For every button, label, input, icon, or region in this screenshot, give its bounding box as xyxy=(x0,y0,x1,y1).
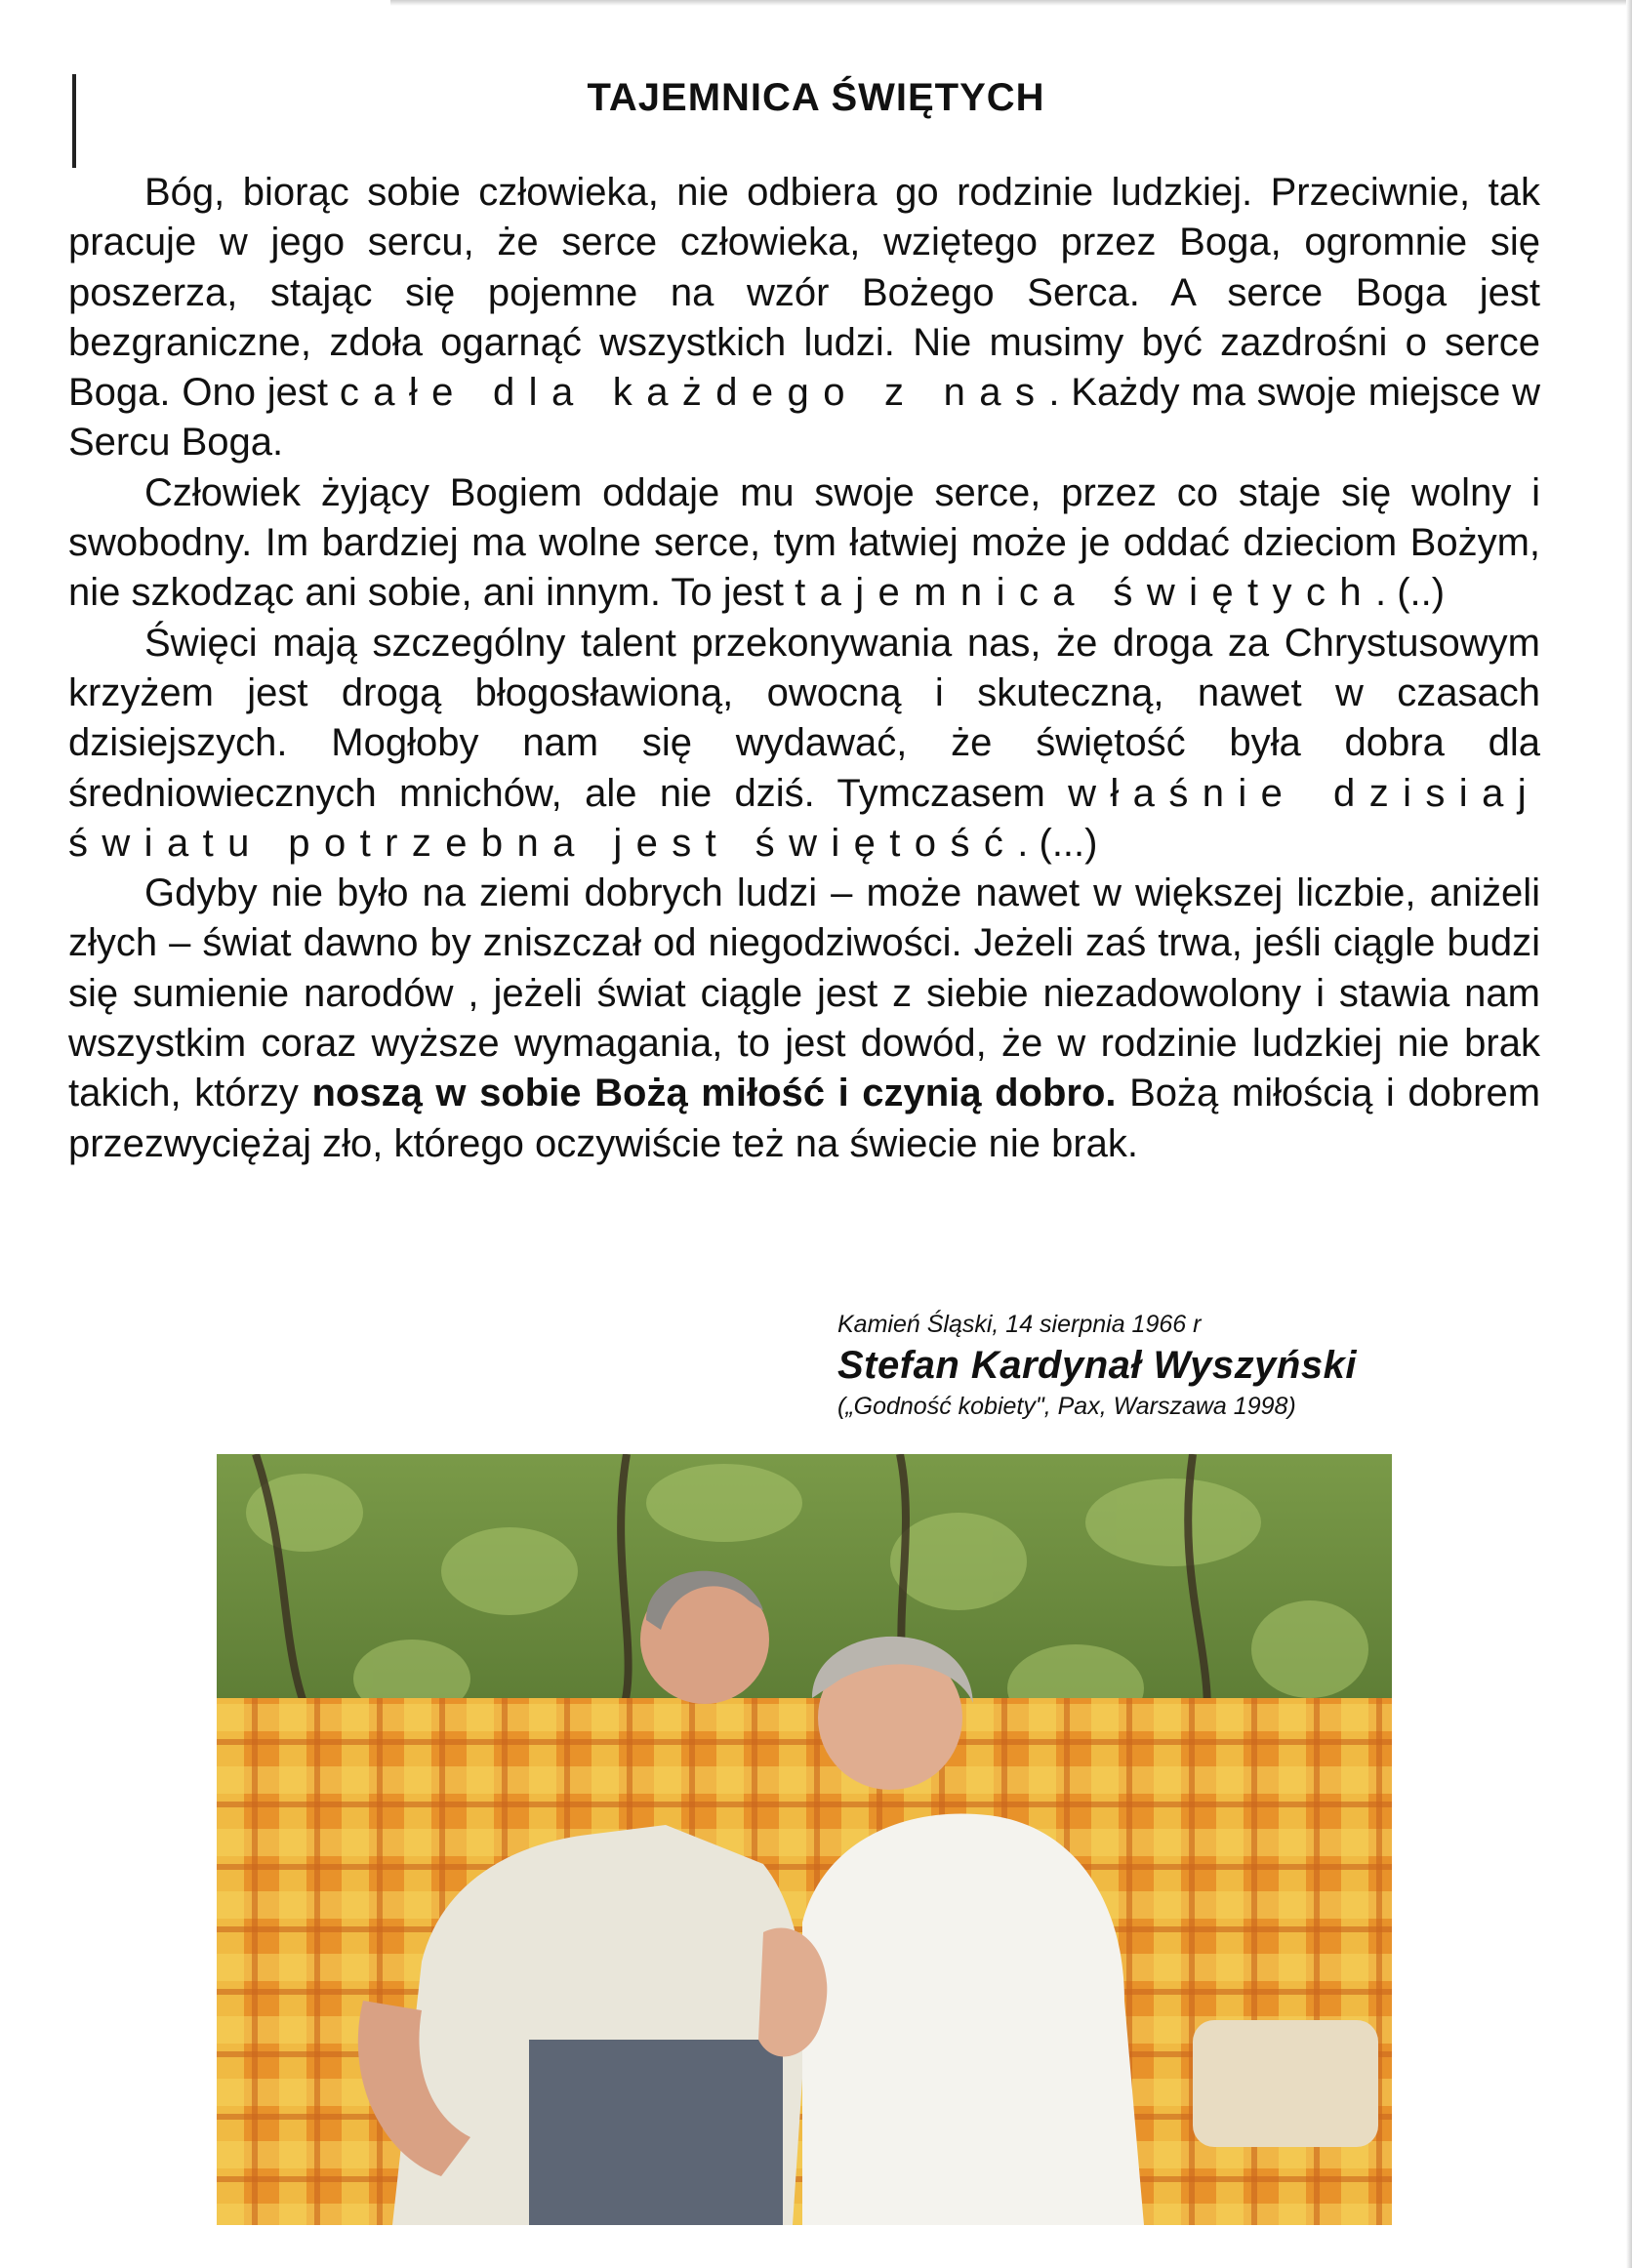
paragraph-3 xyxy=(68,619,1540,869)
signature-source: („Godność kobiety", Pax, Warszawa 1998) xyxy=(837,1393,1296,1420)
signature-block xyxy=(837,1308,1357,1423)
paragraph-1-text: Bóg, biorąc sobie człowieka, nie odbiera go rodzinie ludzkiej. Przeciwnie, tak pracuje w jego sercu, że serce człowieka, wziętego przez Boga, ogromnie się poszerza, stając się pojemne na wzór Bożego Serca. A serce Boga jest bezgraniczne, zdoła ogarnąć wszystkich ludzi. Nie musimy być zazdrośni o serce Boga. Ono jest xyxy=(68,171,1540,415)
paragraph-3-spaced-emphasis: właśnie dzisiaj światu potrzebna jest świętość xyxy=(68,771,1540,865)
paragraph-1-text-end: . Każdy ma swoje miejsce w Sercu Boga. xyxy=(68,371,1541,465)
paragraph-4-text-end: Bożą miłością i dobrem przezwyciężaj zło, którego oczywiście też na świecie nie brak. xyxy=(68,1072,1541,1165)
page-title: TAJEMNICA ŚWIĘTYCH xyxy=(587,76,1045,119)
paragraph-4 xyxy=(68,869,1540,1169)
paragraph-4-text: Gdyby nie było na ziemi dobrych ludzi – może nawet w większej liczbie, aniżeli złych – świat dawno by zniszczał od niegodziwości. Jeżeli zaś trwa, jeśli ciągle budzi się sumienie narodów , jeżeli świat ciągle jest z siebie niezadowolony i stawia nam wszystkim coraz wyższe wymagania, to jest dowód, że w rodzinie ludzkiej nie brak takich, którzy xyxy=(68,871,1540,1115)
paragraph-2-spaced-emphasis: tajemnica świętych xyxy=(795,571,1375,615)
page-edge-shadow-top xyxy=(390,0,1632,6)
signature-place-date: Kamień Śląski, 14 sierpnia 1966 r xyxy=(837,1311,1202,1338)
paragraph-3-text-end: . (...) xyxy=(1017,821,1098,865)
paragraph-2-text-end: . (..) xyxy=(1375,571,1446,615)
paragraph-1 xyxy=(68,168,1540,468)
couple-photo-illustration xyxy=(217,1454,1392,2225)
paragraph-2 xyxy=(68,468,1540,619)
couple-photo xyxy=(217,1454,1392,2225)
paragraph-1-spaced-emphasis: całe dla każdego z nas xyxy=(339,371,1049,415)
paragraph-3-text: Święci mają szczególny talent przekonywania nas, że droga za Chrystusowym krzyżem jest drogą błogosławioną, owocną i skuteczną, nawet w czasach dzisiejszych. Mogłoby nam się wydawać, że świętość była dobra dla średniowiecznych mnichów, ale nie dziś. Tymczasem xyxy=(68,621,1540,815)
paragraph-4-bold-emphasis: noszą w sobie Bożą miłość i czynią dobro. xyxy=(311,1072,1117,1115)
signature-author: Stefan Kardynał Wyszyński xyxy=(837,1344,1357,1387)
page-edge-shadow-right xyxy=(1626,0,1632,2268)
paragraph-2-text: Człowiek żyjący Bogiem oddaje mu swoje serce, przez co staje się wolny i swobodny. Im bardziej ma wolne serce, tym łatwiej może je oddać dzieciom Bożym, nie szkodząc ani sobie, ani innym. To jest xyxy=(68,470,1540,615)
body-text xyxy=(68,168,1540,1169)
